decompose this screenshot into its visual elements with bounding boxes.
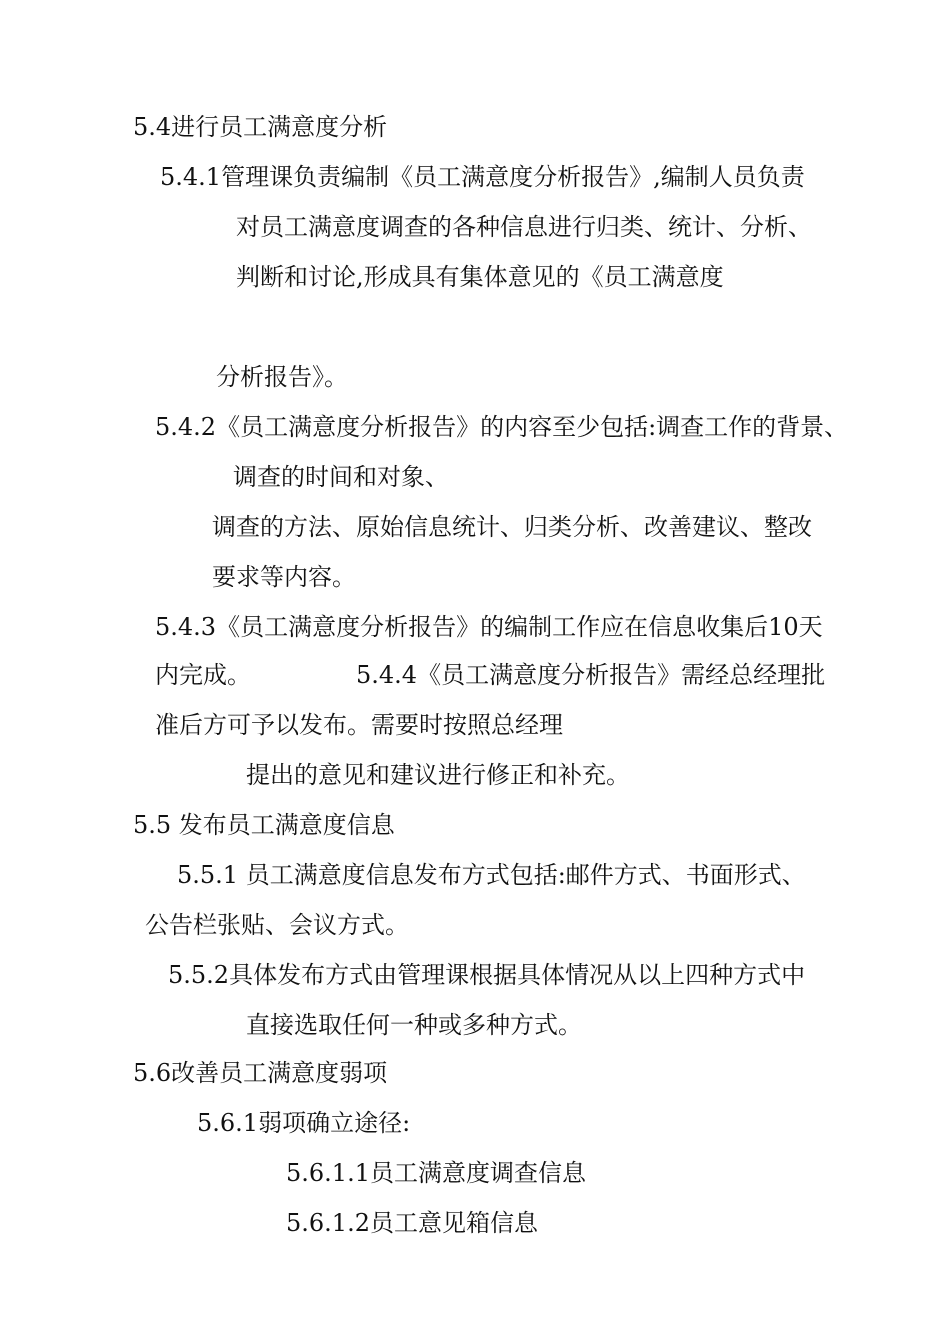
paragraph-5-5-1-line-2: 公告栏张贴、会议方式。	[145, 911, 409, 939]
paragraph-5-6-1: 5.6.1弱项确立途径:	[197, 1109, 411, 1137]
paragraph-5-4-3-line-2: 内完成。	[155, 661, 251, 689]
paragraph-5-4-1-line-2: 对员工满意度调查的各种信息进行归类、统计、分析、	[236, 213, 812, 241]
paragraph-5-4-1-line-3: 判断和讨论,形成具有集体意见的《员工满意度	[236, 263, 724, 291]
paragraph-5-4-2-line-3: 调查的方法、原始信息统计、归类分析、改善建议、整改	[212, 513, 812, 541]
paragraph-5-4-4-line-1: 5.4.4《员工满意度分析报告》需经总经理批	[356, 661, 826, 689]
item-5-6-1-1: 5.6.1.1员工满意度调查信息	[286, 1159, 586, 1187]
paragraph-5-5-2-line-1: 5.5.2具体发布方式由管理课根据具体情况从以上四种方式中	[168, 961, 806, 989]
paragraph-5-4-1-line-1: 5.4.1管理课负责编制《员工满意度分析报告》,编制人员负责	[160, 163, 805, 191]
paragraph-5-4-1-line-4: 分析报告》。	[216, 363, 348, 391]
paragraph-5-4-2-line-1: 5.4.2《员工满意度分析报告》的内容至少包括:调查工作的背景、	[155, 413, 849, 441]
paragraph-5-4-4-line-3: 提出的意见和建议进行修正和补充。	[246, 761, 630, 789]
heading-5-6: 5.6改善员工满意度弱项	[133, 1059, 388, 1087]
paragraph-5-4-2-line-2: 调查的时间和对象、	[233, 463, 449, 491]
paragraph-5-5-2-line-2: 直接选取任何一种或多种方式。	[246, 1011, 582, 1039]
heading-5-5: 5.5 发布员工满意度信息	[133, 811, 395, 839]
paragraph-5-5-1-line-1: 5.5.1 员工满意度信息发布方式包括:邮件方式、书面形式、	[177, 861, 806, 889]
item-5-6-1-2: 5.6.1.2员工意见箱信息	[286, 1209, 538, 1237]
paragraph-5-4-2-line-4: 要求等内容。	[212, 563, 356, 591]
paragraph-5-4-3-line-1: 5.4.3《员工满意度分析报告》的编制工作应在信息收集后10天	[155, 613, 823, 641]
heading-5-4: 5.4进行员工满意度分析	[133, 113, 388, 141]
paragraph-5-4-4-line-2: 准后方可予以发布。需要时按照总经理	[155, 711, 563, 739]
